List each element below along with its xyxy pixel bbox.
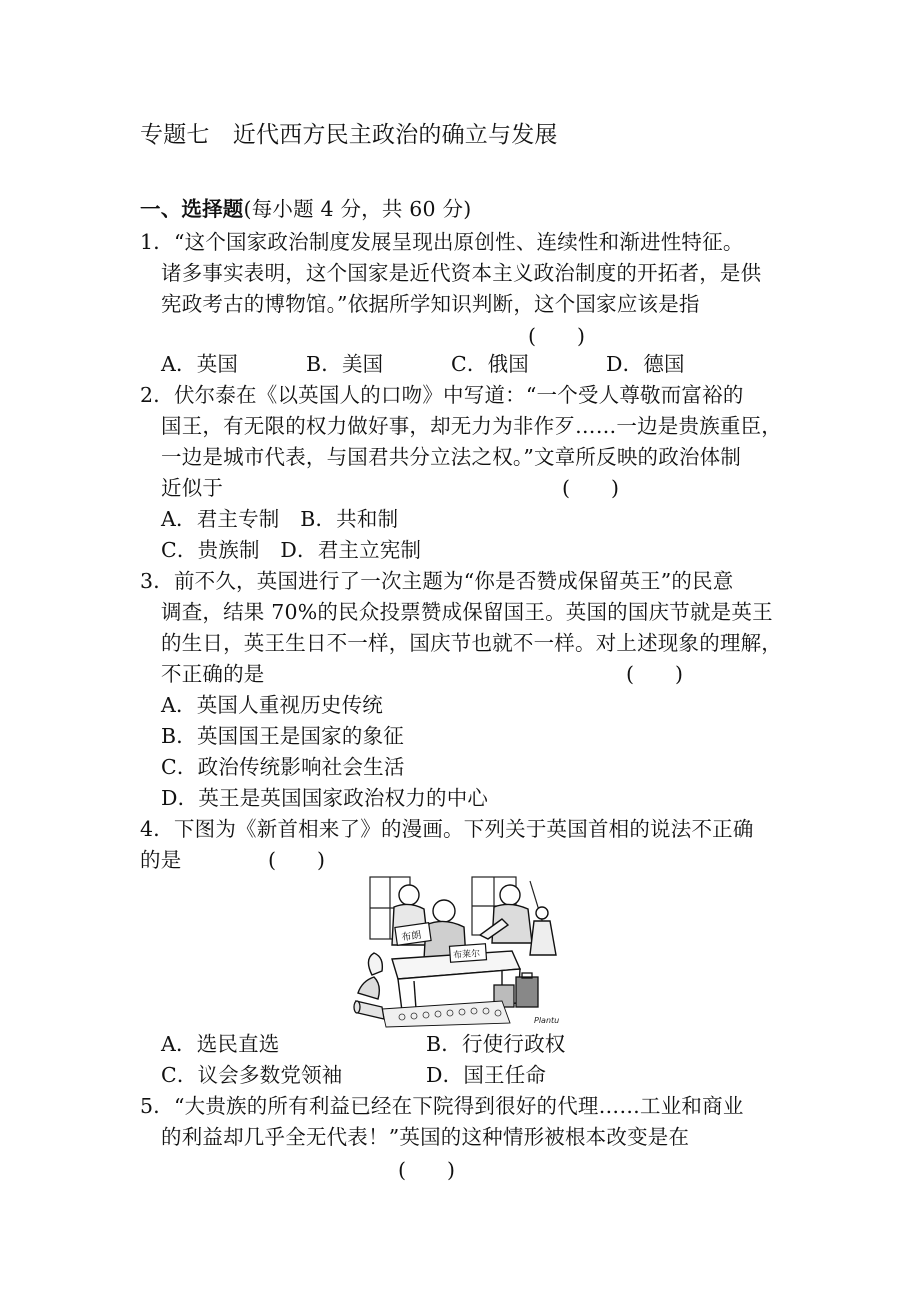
page-title: 专题七 近代西方民主政治的确立与发展 <box>140 122 558 148</box>
q2-line-4: 近似于 <box>161 476 224 500</box>
q5-line-1: 5．“大贵族的所有利益已经在下院得到很好的代理……工业和商业 <box>140 1094 744 1118</box>
q1-answer-paren: ( ) <box>528 324 585 348</box>
q2-option-cd: C．贵族制 D．君主立宪制 <box>161 538 422 562</box>
q3-option-d: D．英王是英国国家政治权力的中心 <box>161 786 489 810</box>
q3-option-a: A．英国人重视历史传统 <box>161 693 384 717</box>
q1-line-1: 1．“这个国家政治制度发展呈现出原创性、连续性和渐进性特征。 <box>140 230 744 254</box>
cartoon-signature: Plantu <box>534 1016 560 1025</box>
q4-line-1: 4．下图为《新首相来了》的漫画。下列关于英国首相的说法不正确 <box>140 817 754 841</box>
q1-option-b: B．美国 <box>306 352 384 376</box>
cartoon-sign-left: 布朗 <box>400 929 423 944</box>
q3-option-b: B．英国国王是国家的象征 <box>161 724 404 748</box>
q3-option-c: C．政治传统影响社会生活 <box>161 755 405 779</box>
section-header <box>140 196 471 222</box>
section-heading: 一、选择题 <box>140 197 244 221</box>
cartoon-sign-right: 布莱尔 <box>452 949 481 962</box>
q1-option-c: C．俄国 <box>451 352 529 376</box>
q3-line-3: 的生日，英王生日不一样，国庆节也就不一样。对上述现象的理解， <box>161 631 782 655</box>
q5-line-2: 的利益却几乎全无代表！”英国的这种情形被根本改变是在 <box>161 1125 690 1149</box>
q3-line-2: 调查，结果 70%的民众投票赞成保留国王。英国的国庆节就是英王 <box>161 600 773 624</box>
q4-option-a: A．选民直选 <box>161 1032 280 1056</box>
q1-line-3: 宪政考古的博物馆。”依据所学知识判断，这个国家应该是指 <box>161 292 700 316</box>
section-note: (每小题 4 分，共 60 分) <box>243 197 472 221</box>
q5-answer-paren: ( ) <box>398 1158 455 1182</box>
q4-option-c: C．议会多数党领袖 <box>161 1063 343 1087</box>
q3-line-4: 不正确的是 <box>161 662 265 686</box>
q2-option-ab: A．君主专制 B．共和制 <box>161 507 399 531</box>
q2-answer-paren: ( ) <box>562 476 619 500</box>
q1-option-a: A．英国 <box>161 352 239 376</box>
q4-option-b: B．行使行政权 <box>426 1032 566 1056</box>
q4-option-d: D．国王任命 <box>426 1063 547 1087</box>
q3-line-1: 3．前不久，英国进行了一次主题为“你是否赞成保留英王”的民意 <box>140 569 734 593</box>
q3-answer-paren: ( ) <box>626 662 683 686</box>
q4-answer-paren: ( ) <box>268 848 325 872</box>
q2-line-3: 一边是城市代表，与国君共分立法之权。”文章所反映的政治体制 <box>161 445 742 469</box>
q2-line-2: 国王，有无限的权力做好事，却无力为非作歹……一边是贵族重臣， <box>161 414 782 438</box>
q4-line-2: 的是 <box>140 848 182 872</box>
q2-line-1: 2．伏尔泰在《以英国人的口吻》中写道：“一个受人尊敬而富裕的 <box>140 383 744 407</box>
q1-line-2: 诸多事实表明，这个国家是近代资本主义政治制度的开拓者，是供 <box>161 261 762 285</box>
q1-option-d: D．德国 <box>606 352 685 376</box>
cartoon-new-prime-minister <box>352 873 562 1028</box>
